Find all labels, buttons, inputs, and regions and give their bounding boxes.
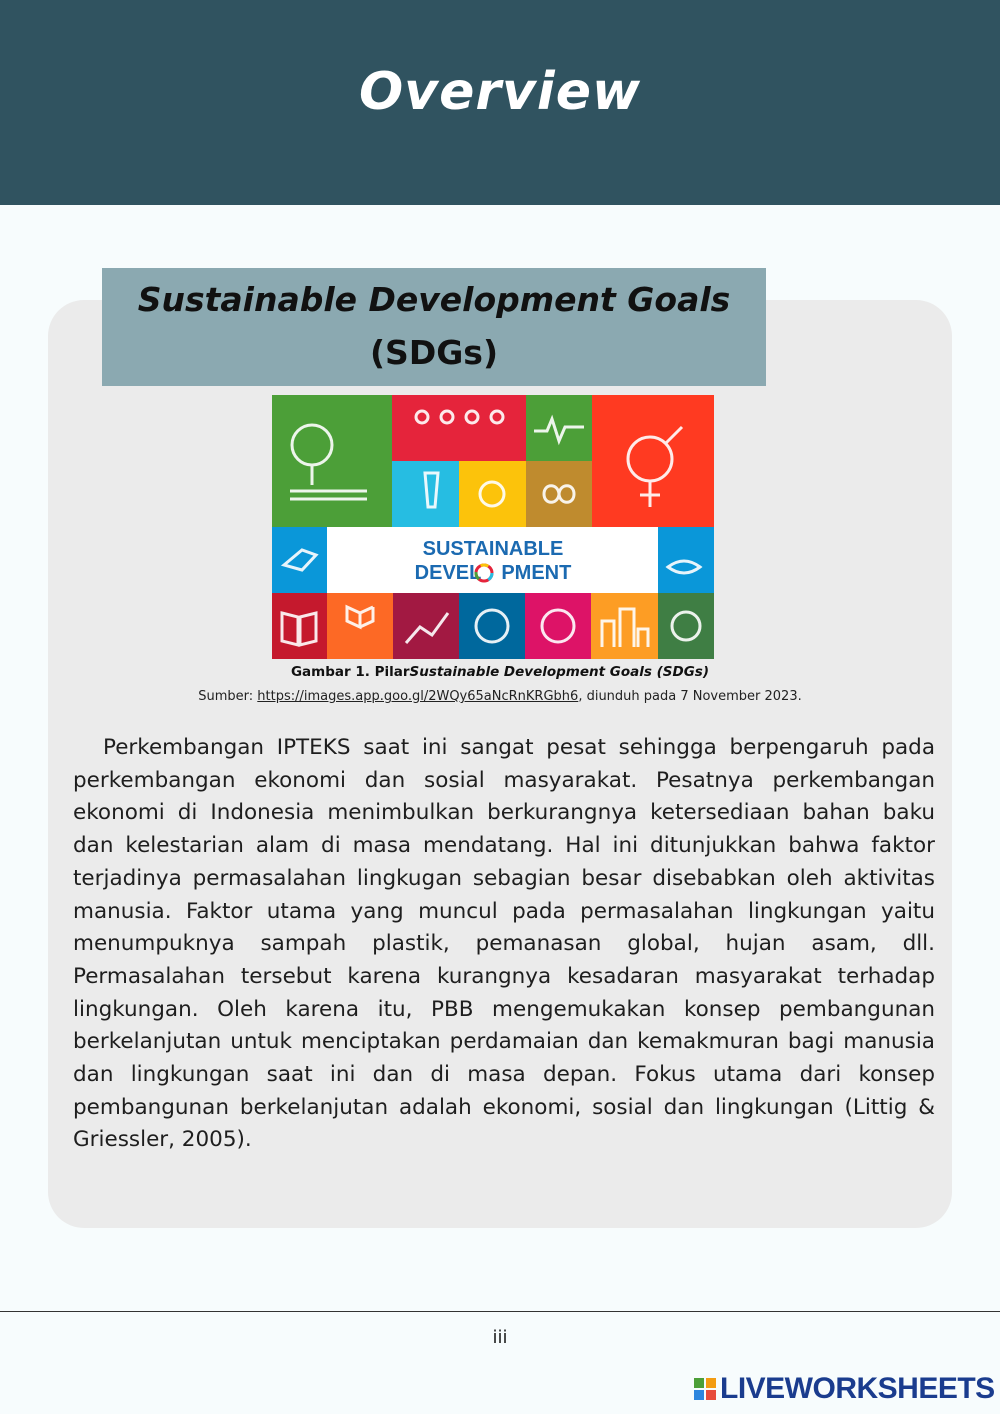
logo-line2-b: PMENT — [501, 562, 572, 584]
tile-gender-equality — [592, 395, 714, 527]
brand-name: LIVEWORKSHEETS — [720, 1372, 995, 1405]
body-paragraph: Perkembangan IPTEKS saat ini sangat pesat sehingga berpengaruh pada perkembangan ekonomi dan sosial masyarakat. Pesatnya perkembangan ekonomi di Indonesia menimbulkan berkurangnya ketersediaan bahan baku dan kelestarian alam di masa mendatang. Hal ini ditunjukkan bahwa faktor terjadinya permasalahan lingkugan sebagian besar disebabkan oleh aktivitas manusia. Faktor utama yang muncul pada permasalahan lingkungan yaitu menumpuknya sampah plastik, pemanasan global, hujan asam, dll. Permasalahan tersebut karena kurangnya kesadaran masyarakat terhadap lingkungan. Oleh karena itu, PBB mengemukakan konsep pembangunan berkelanjutan untuk menciptakan perdamaian dan kemakmuran bagi manusia dan lingkungan saat ini dan di masa depan. Fokus utama dari konsep pembangunan berkelanjutan adalah ekonomi, sosial dan lingkungan (Littig & Griessler, 2005). — [73, 735, 935, 1153]
caption-italic: Sustainable Development Goals (SDGs) — [409, 664, 710, 680]
caption-prefix: Gambar 1. Pilar — [290, 664, 410, 680]
tile-life-on-land — [272, 395, 392, 527]
sdg-pillars-image — [272, 395, 714, 659]
page-title: Overview — [358, 62, 642, 122]
tile-decent-work — [393, 593, 459, 659]
sdg-collage — [272, 395, 714, 659]
tile-peace-justice — [272, 527, 327, 593]
tile-responsible-consumption — [459, 593, 525, 659]
footer-divider — [0, 1311, 1000, 1312]
logo-panel — [327, 527, 658, 593]
source-link[interactable]: https://images.app.goo.gl/2WQy65aNcRnKRGbh6 — [257, 689, 579, 704]
section-title-line2: (SDGs) — [369, 333, 499, 372]
logo-line1: SUSTAINABLE — [422, 538, 564, 560]
page-number: iii — [492, 1327, 508, 1348]
source-prefix: Sumber: — [198, 689, 258, 704]
page-header — [0, 0, 1000, 205]
liveworksheets-icon — [694, 1378, 716, 1400]
source-suffix: , diunduh pada 7 November 2023. — [578, 689, 802, 704]
tile-no-poverty — [392, 395, 526, 461]
logo-line2-a: DEVEL — [414, 562, 482, 584]
section-title-line1: Sustainable Development Goals — [137, 280, 731, 319]
figure-caption — [0, 664, 1000, 680]
tile-reduced-inequalities — [525, 593, 591, 659]
tile-clean-energy — [459, 461, 526, 527]
brand-logo[interactable] — [694, 1372, 995, 1406]
section-title-box — [102, 268, 766, 386]
figure-source — [0, 689, 1000, 704]
tile-climate-action — [658, 593, 714, 659]
